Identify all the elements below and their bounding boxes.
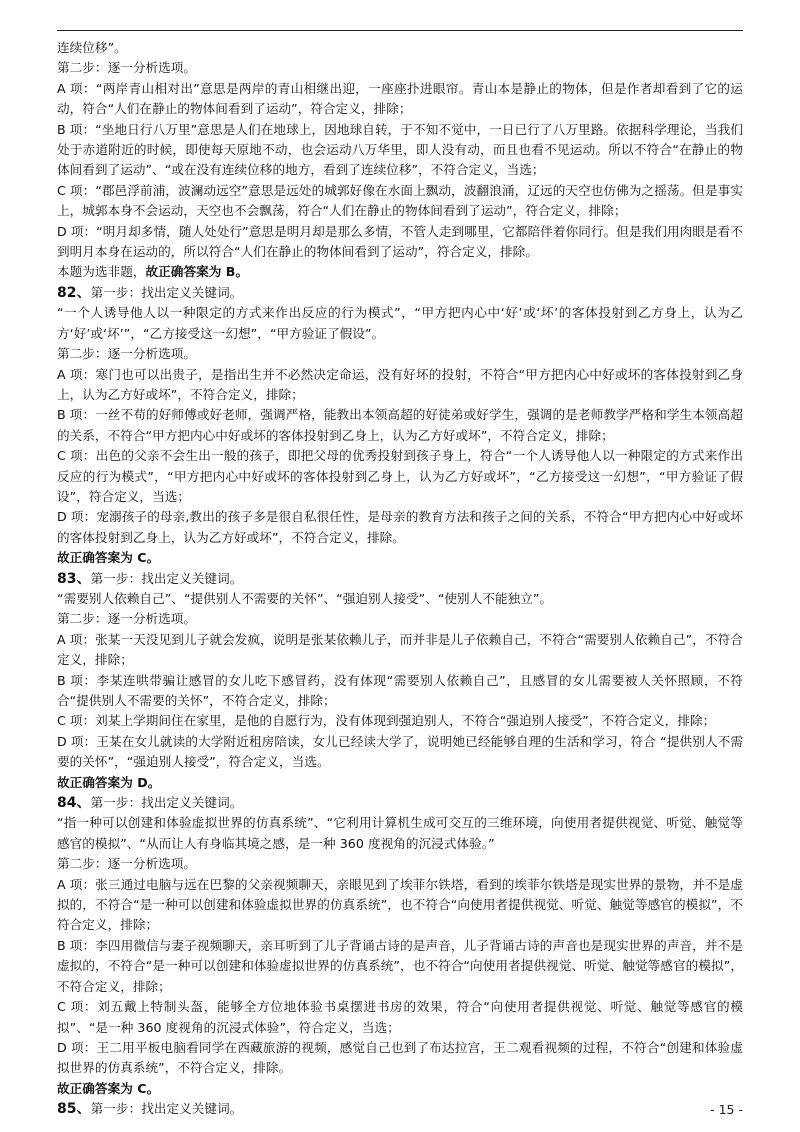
option-analysis: D 项：宠溺孩子的母亲,教出的孩子多是很自私很任性，是母亲的教育方法和孩子之间的关系，不符合“甲方把内心中好或坏的客体投射到乙身上，认为乙方好或坏”，不符合定义，排除。: [57, 509, 743, 545]
step-heading: 第一步：找出定义关键词。: [90, 1101, 243, 1117]
correct-answer: 故正确答案为 C。: [57, 1080, 160, 1096]
definition-keywords: “需要别人依赖自己”、“提供别人不需要的关怀”、“强迫别人接受”、“使别人不能独立”。: [57, 590, 553, 606]
page-number: - 15 -: [710, 1102, 743, 1117]
option-analysis: A 项：张三通过电脑与远在巴黎的父亲视频聊天，亲眼见到了埃菲尔铁塔，看到的埃菲尔铁塔是现实世界的景物，并不是虚拟的，不符合“是一种可以创建和体验虚拟世界的仿真系统”，也不符合“向使用者提供视觉、听觉、触觉等感官的模拟”，不符合定义，排除；: [57, 876, 743, 933]
option-analysis: B 项：李四用微信与妻子视频聊天，亲耳听到了儿子背诵古诗的是声音，儿子背诵古诗的声音也是现实世界的声音，并不是虚拟的，不符合“是一种可以创建和体验虚拟世界的仿真系统”，也不符合“向使用者提供视觉、听觉、触觉等感官的模拟”，不符合定义，排除；: [57, 937, 743, 994]
question-number: 84、: [57, 795, 91, 812]
option-analysis: A 项：“两岸青山相对出”意思是两岸的青山相继出迎，一座座扑进眼帘。青山本是静止的物体，但是作者却看到了它的运动，符合“人们在静止的物体间看到了运动”，符合定义，排除；: [57, 80, 743, 117]
step-heading: 第二步：逐一分析选项。: [57, 611, 197, 627]
definition-keywords: “一个人诱导他人以一种限定的方式来作出反应的行为模式”，“甲方把内心中‘好’或‘坏’的客体投射到乙方身上，认为乙方‘好’或‘坏’”，“乙方接受这一幻想”，“甲方验证了假设”。: [57, 305, 743, 341]
question-header: [57, 569, 743, 589]
option-analysis: B 项：李某连哄带骗让感冒的女儿吃下感冒药，没有体现“需要别人依赖自己”，且感冒的女儿需要被人关怀照顾，不符合“提供别人不需要的关怀”，不符合定义，排除；: [57, 672, 743, 708]
option-analysis: B 项：“坐地日行八万里”意思是人们在地球上，因地球自转，于不知不觉中，一日已行了八万里路。依据科学理论，当我们处于赤道附近的时候，即使每天原地不动，也会运动八万华里，即人没有动，而且也看不见运动。所以不符合“在静止的物体间看到了运动”、“或在没有连续位移的地方，看到了连续位移”，不符合定义，当选；: [57, 121, 743, 178]
paragraph: 连续位移”。: [57, 40, 127, 55]
option-analysis: A 项：寒门也可以出贵子，是指出生并不必然决定命运，没有好坏的投射，不符合“甲方把内心中好或坏的客体投射到乙身上，认为乙方好或坏”，不符合定义，排除；: [57, 366, 743, 402]
correct-answer: 故正确答案为 B。: [145, 264, 249, 280]
step-heading: 第一步：找出定义关键词。: [90, 795, 243, 811]
option-analysis: D 项：王二用平板电脑看同学在西藏旅游的视频，感觉自己也到了布达拉宫，王二观看视频的过程，不符合“创建和体验虚拟世界的仿真系统”，不符合定义，排除。: [57, 1039, 743, 1076]
question-header: [57, 1099, 743, 1119]
question-header: [57, 793, 743, 813]
step-heading: 第一步：找出定义关键词。: [90, 284, 243, 300]
definition-keywords: “指一种可以创建和体验虚拟世界的仿真系统”、“它利用计算机生成可交互的三维环境，向使用者提供视觉、听觉、触觉等感官的模拟”、“从而让人有身临其境之感，是一种 360 度视角的沉浸式体验。”: [57, 815, 743, 851]
question-number: 85、: [57, 1101, 91, 1118]
step-heading: 第二步：逐一分析选项。: [57, 856, 197, 872]
header-rule: [57, 30, 743, 31]
answer-explanations: [57, 38, 743, 1120]
question-number: 82、: [57, 284, 91, 301]
question-number: 83、: [57, 570, 91, 587]
option-analysis: C 项：出色的父亲不会生出一般的孩子，即把父母的优秀投射到孩子身上，符合“一个人诱导他人以一种限定的方式来作出反应的行为模式”，“甲方把内心中好或坏的客体投射到乙身上，认为乙方好或坏”，“乙方接受这一幻想”，“甲方验证了假设”，符合定义，当选；: [57, 448, 743, 504]
note-text: 本题为选非题，: [57, 264, 146, 280]
option-analysis: C 项：刘五戴上特制头盔，能够全方位地体验书桌摆进书房的效果，符合“向使用者提供视觉、听觉、触觉等感官的模拟”、“是一种 360 度视角的沉浸式体验”，符合定义，当选；: [57, 999, 743, 1035]
correct-answer: 故正确答案为 D。: [57, 774, 161, 790]
option-analysis: D 项：王某在女儿就读的大学附近租房陪读，女儿已经读大学了，说明她已经能够自理的生活和学习，符合 “提供别人不需要的关怀”，“强迫别人接受”，符合定义，当选。: [57, 733, 743, 770]
question-header: [57, 283, 743, 303]
step-heading: 第一步：找出定义关键词。: [90, 570, 243, 586]
option-analysis: A 项：张某一天没见到儿子就会发疯，说明是张某依赖儿子，而并非是儿子依赖自己，不符合“需要别人依赖自己”，不符合定义，排除；: [57, 631, 743, 668]
option-analysis: D 项：“明月却多情，随人处处行”意思是明月却是那么多情，不管人走到哪里，它都陪伴着你同行。但是我们用肉眼是看不到明月本身在运动的，所以符合“人们在静止的物体间看到了运动”，符合定义，排除。: [57, 223, 743, 260]
step-heading: 第二步：逐一分析选项。: [57, 346, 197, 362]
answer-line: [57, 262, 743, 282]
option-analysis: C 项：“郡邑浮前浦，波澜动远空”意思是远处的城郭好像在水面上飘动，波翻浪涌，辽远的天空也仿佛为之摇荡。但是事实上，城郭本身不会运动，天空也不会飘荡，符合“人们在静止的物体间看到了运动”，符合定义，排除；: [57, 182, 743, 219]
correct-answer: 故正确答案为 C。: [57, 550, 160, 566]
step-heading: 第二步：逐一分析选项。: [57, 60, 197, 76]
option-analysis: C 项：刘某上学期间住在家里，是他的自愿行为，没有体现到强迫别人，不符合“强迫别人接受”，不符合定义，排除；: [57, 713, 716, 729]
option-analysis: B 项：一丝不苟的好师傅或好老师，强调严格，能教出本领高超的好徒弟或好学生，强调的是老师教学严格和学生本领高超的关系，不符合“甲方把内心中好或坏的客体投射到乙身上，认为乙方好或坏”，不符合定义，排除；: [57, 407, 743, 443]
